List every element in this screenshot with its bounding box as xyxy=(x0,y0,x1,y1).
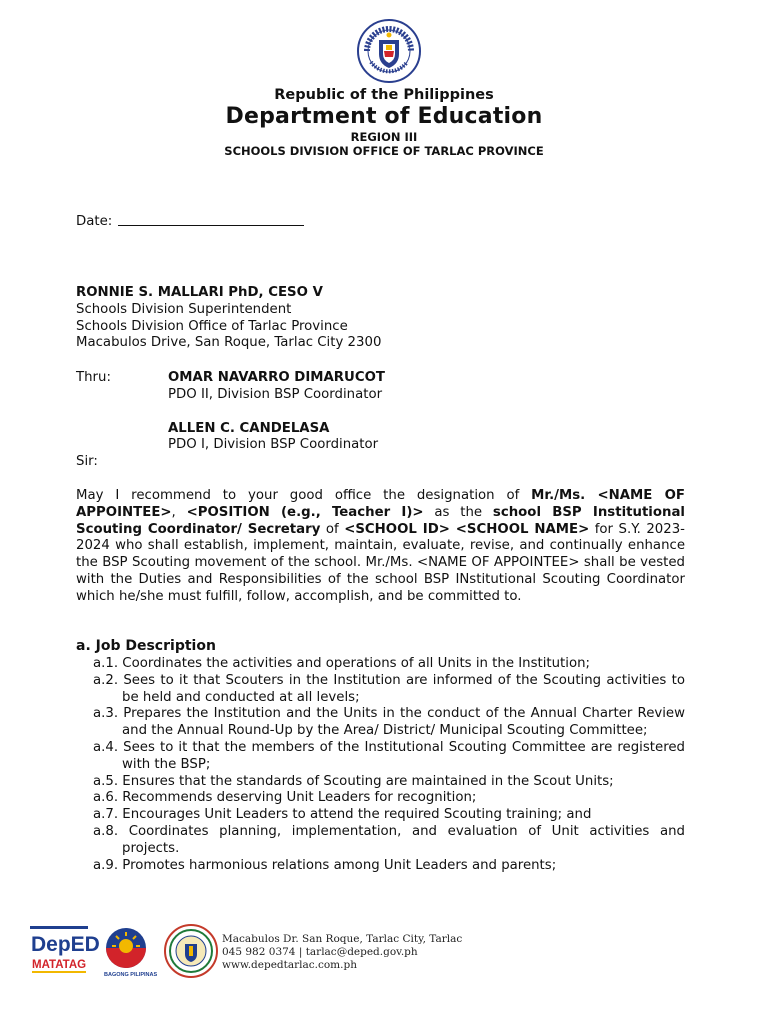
body-text-5: for S.Y. 2023-2024 who shall establish, implement, maintain, evaluate, revise, and continually enhance the BSP Scouting movement of the school. Mr./Ms. <NAME OF APPOINTEE> shall be vested with the Duties and Responsibilities of the school BSP INstitutional Scouting Coordinator which he/she must fulfill, follow, accomplish, and be committed to. xyxy=(76,521,685,604)
thru-title-1: PDO II, Division BSP Coordinator xyxy=(168,386,383,402)
list-item: a.6. Recommends deserving Unit Leaders for recognition; xyxy=(93,790,477,806)
footer-website: www.depedtarlac.com.ph xyxy=(222,959,357,971)
list-item: a.7. Encourages Unit Leaders to attend the required Scouting training; and xyxy=(93,807,592,823)
footer-address: Macabulos Dr. San Roque, Tarlac City, Tarlac xyxy=(222,933,463,945)
list-item: a.2. Sees to it that Scouters in the Institution are informed of the Scouting activities to be held and conducted at all levels; xyxy=(93,672,685,705)
addressee-name: RONNIE S. MALLARI PhD, CESO V xyxy=(76,285,323,300)
sdo-tarlac-seal-icon xyxy=(165,925,217,977)
thru-name-2: ALLEN C. CANDELASA xyxy=(168,420,330,436)
body-text-1: May I recommend to your good office the designation of xyxy=(76,488,532,503)
job-description-list xyxy=(93,656,685,874)
appointee-position: <POSITION (e.g., Teacher I)> xyxy=(186,504,424,520)
thru-name-1: OMAR NAVARRO DIMARUCOT xyxy=(168,370,385,385)
body-text-2: , xyxy=(171,504,187,520)
body-text-4: of xyxy=(320,521,345,537)
addressee-block xyxy=(76,285,381,352)
job-description-title: a. Job Description xyxy=(76,638,216,654)
thru-title-2: PDO I, Division BSP Coordinator xyxy=(168,437,379,453)
body-text-3: as the xyxy=(423,504,493,520)
date-label: Date: xyxy=(76,214,113,229)
date-blank xyxy=(118,213,304,226)
list-item: a.5. Ensures that the standards of Scouting are maintained in the Scout Units; xyxy=(93,773,614,789)
list-item: a.8. Coordinates planning, implementation, and evaluation of Unit activities and projects. xyxy=(93,823,685,856)
department-heading: Department of Education xyxy=(225,104,543,129)
bagong-pilipinas-logo-icon xyxy=(104,928,158,978)
addressee-address: Macabulos Drive, San Roque, Tarlac City 2300 xyxy=(76,335,382,351)
svg-text:MATATAG: MATATAG xyxy=(32,959,87,971)
region-heading: REGION III xyxy=(350,130,418,144)
salutation: Sir: xyxy=(76,454,98,469)
thru-block xyxy=(168,370,385,454)
footer-contact xyxy=(222,933,462,972)
footer-phone-email: 045 982 0374 | tarlac@deped.gov.ph xyxy=(222,946,418,958)
list-item: a.3. Prepares the Institution and the Units in the conduct of the Annual Charter Review and the Annual Round-Up by the Area/ District/ Municipal Scouting Committee; xyxy=(93,706,685,739)
addressee-office: Schools Division Office of Tarlac Province xyxy=(76,318,348,334)
list-item: a.1. Coordinates the activities and operations of all Units in the Institution; xyxy=(93,656,590,671)
office-heading: SCHOOLS DIVISION OFFICE OF TARLAC PROVINCE xyxy=(224,144,544,158)
thru-label: Thru: xyxy=(76,370,111,385)
deped-matatag-logo-icon xyxy=(30,926,100,973)
list-item: a.4. Sees to it that the members of the Institutional Scouting Committee are registered with the BSP; xyxy=(93,739,685,772)
list-item: a.9. Promotes harmonious relations among Unit Leaders and parents; xyxy=(93,857,557,873)
appointee-name: Mr./Ms. <NAME OF APPOINTEE> xyxy=(76,488,685,520)
deped-seal-icon xyxy=(357,18,421,84)
designation-title: school BSP Institutional Scouting Coordinator/ Secretary xyxy=(76,504,685,537)
republic-heading: Republic of the Philippines xyxy=(274,87,494,103)
body-paragraph xyxy=(76,488,685,606)
date-line xyxy=(76,213,304,231)
svg-text:DepED: DepED xyxy=(31,933,100,956)
school-id-name: <SCHOOL ID> <SCHOOL NAME> xyxy=(344,521,590,537)
svg-text:BAGONG PILIPINAS: BAGONG PILIPINAS xyxy=(104,972,158,978)
addressee-title: Schools Division Superintendent xyxy=(76,301,292,317)
